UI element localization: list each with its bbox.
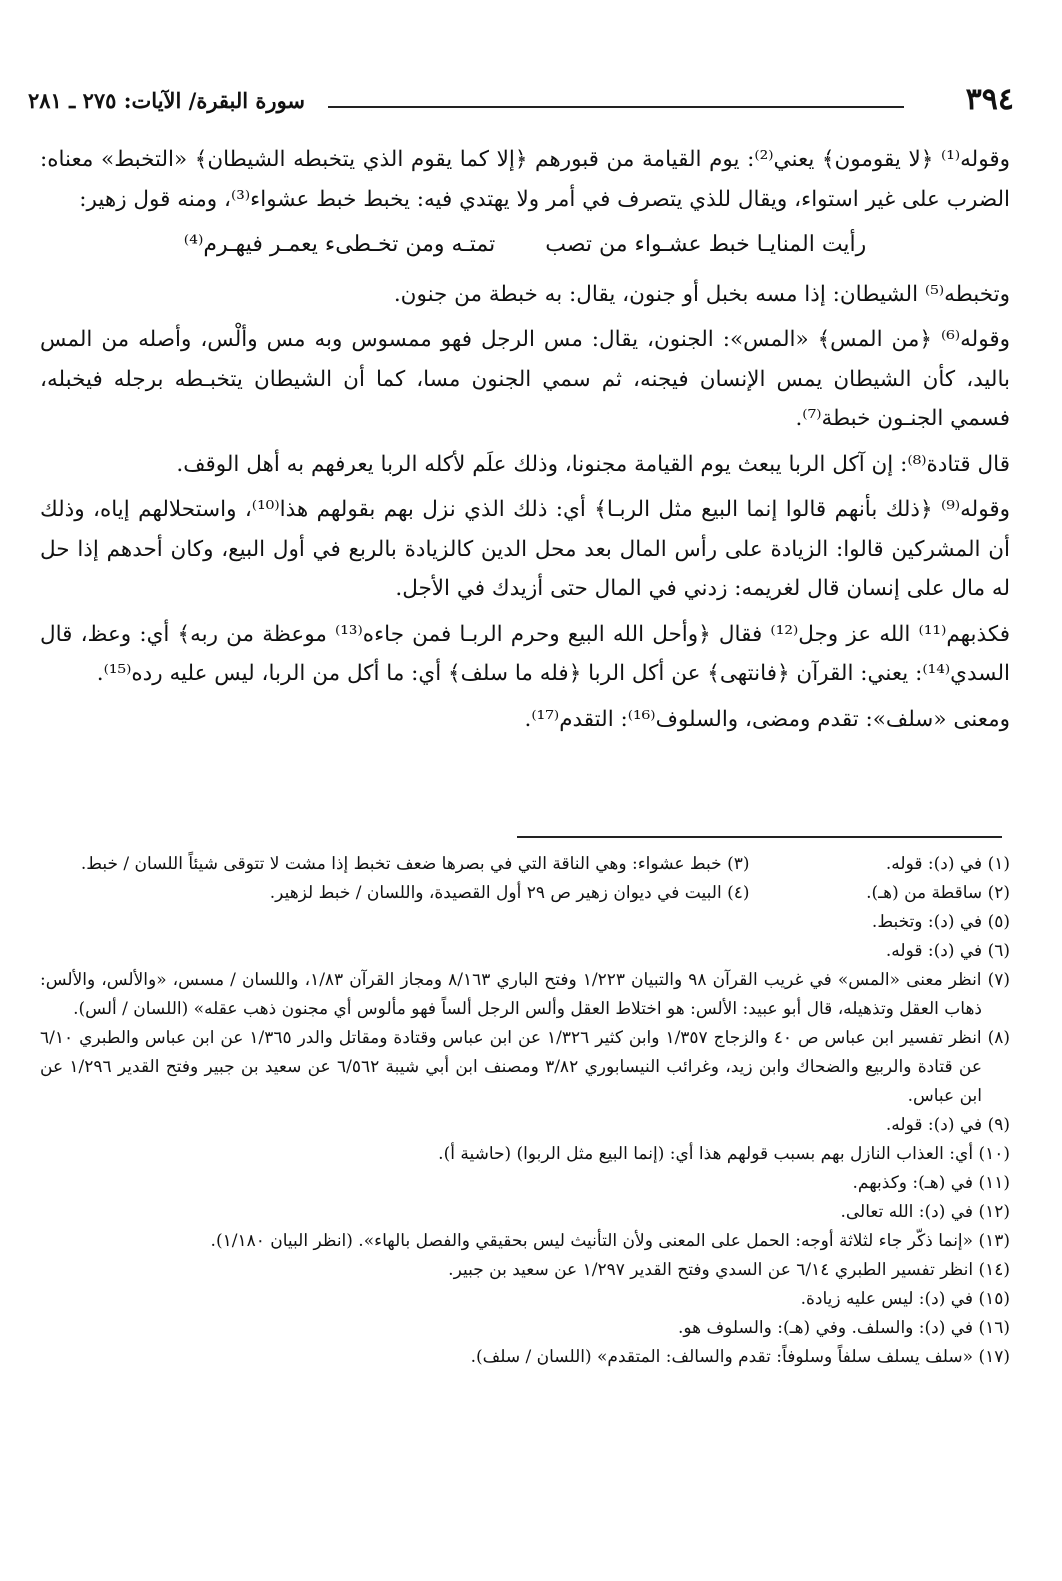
footnote-11: (١١) في (هـ): وكذبهم. <box>852 1173 1010 1193</box>
poetry-verse <box>40 225 1010 265</box>
footnote-2: (٢) ساقطة من (هـ). <box>866 883 1010 903</box>
footnotes <box>40 850 1010 1372</box>
verse-first-hemistich: رأيت المنايـا خبط عشـواء من تصب <box>545 232 867 257</box>
header-rule <box>328 106 904 108</box>
footnote-16: (١٦) في (د): والسلف. وفي (هـ): والسلوف هو. <box>677 1318 1010 1338</box>
paragraph-1: وقوله⁽¹⁾ ﴿لا يقومون﴾ يعني⁽²⁾: يوم القيامة من قبورهم ﴿إلا كما يقوم الذي يتخبطه الشيطان﴾ «التخبط» معناه: الضرب على غير استواء، ويقال للذي يتصرف في أمر ولا يهتدي فيه: يخبط خبط عشواء⁽³⁾، ومنه قول زهير: <box>40 147 1011 212</box>
footnote-1: (١) في (د): قوله. <box>885 854 1010 874</box>
page-number: ٣٩٤ <box>965 82 1014 117</box>
footnote-13: (١٣) «إنما ذكّر جاء لثلاثة أوجه: الحمل على المعنى ولأن التأنيث ليس بحقيقي والفصل بالهاء». (انظر البيان ١/١٨٠). <box>210 1231 1010 1251</box>
footnote-6: (٦) في (د): قوله. <box>885 941 1010 961</box>
paragraph-2: وتخبطه⁽⁵⁾ الشيطان: إذا مسه بخبل أو جنون، يقال: به خبطة من جنون. <box>393 281 1010 307</box>
page-header <box>28 82 1014 122</box>
footnote-12: (١٢) في (د): الله تعالى. <box>840 1202 1010 1222</box>
footnote-7: (٧) انظر معنى «المس» في غريب القرآن ٩٨ والتبيان ١/٢٢٣ وفتح الباري ٨/١٦٣ ومجاز القرآن ١/٨٣، واللسان / مسس، «والألس، والألس: ذهاب العقل وتذهيله، قال أبو عبيد: الألس: هو اختلاط العقل وألس الرجل ألساً فهو مألوس أي مجنون ذهب عقله» (اللسان / ألس). <box>40 970 1010 1019</box>
paragraph-6: فكذبهم⁽¹¹⁾ الله عز وجل⁽¹²⁾ فقال ﴿وأحل الله البيع وحرم الربـا فمن جاءه⁽¹³⁾ موعظة من ربه﴾ أي: وعظ، قال السدي⁽¹⁴⁾: يعني: القرآن ﴿فانتهى﴾ عن أكل الربا ﴿فله ما سلف﴾ أي: ما أكل من الربا، ليس عليه رده⁽¹⁵⁾. <box>40 621 1010 686</box>
footnote-column <box>40 850 750 908</box>
footnote-3: (٣) خبط عشواء: وهي الناقة التي في بصرها ضعف تخبط إذا مشت لا تتوقى شيئاً اللسان / خبط. <box>80 854 750 874</box>
footnote-10: (١٠) أي: العذاب النازل بهم بسبب قولهم هذا أي: (إنما البيع مثل الربوا) (حاشية أ). <box>438 1144 1010 1164</box>
paragraph-4: قال قتادة⁽⁸⁾: إن آكل الربا يبعث يوم القيامة مجنونا، وذلك علَم لأكله الربا يعرفهم به أهل الوقف. <box>176 451 1010 477</box>
main-text <box>40 140 1010 745</box>
running-title: سورة البقرة/ الآيات: ٢٧٥ ـ ٢٨١ <box>28 88 306 113</box>
footnote-column <box>774 850 1011 908</box>
footnote-separator <box>517 836 1002 838</box>
footnote-row <box>40 850 1010 908</box>
paragraph-3: وقوله⁽⁶⁾ ﴿من المس﴾ «المس»: الجنون، يقال: مس الرجل فهو ممسوس وبه مس وألْس، وأصله من المس باليد، كأن الشيطان يمس الإنسان فيجنه، ثم سمي الجنون مسا، كما أن الشيطان يتخبـطه برجله فيخبله، فسمي الجنـون خبطة⁽⁷⁾. <box>40 327 1010 431</box>
paragraph-7: ومعنى «سلف»: تقدم ومضى، والسلوف⁽¹⁶⁾: التقدم⁽¹⁷⁾. <box>524 706 1010 732</box>
footnote-9: (٩) في (د): قوله. <box>885 1115 1010 1135</box>
footnote-15: (١٥) في (د): ليس عليه زيادة. <box>800 1289 1010 1309</box>
footnote-17: (١٧) «سلف يسلف سلفاً وسلوفاً: تقدم والسالف: المتقدم» (اللسان / سلف). <box>470 1347 1010 1367</box>
footnote-4: (٤) البيت في ديوان زهير ص ٢٩ أول القصيدة، واللسان / خبط لزهير. <box>269 883 750 903</box>
footnote-14: (١٤) انظر تفسير الطبري ٦/١٤ عن السدي وفتح القدير ١/٢٩٧ عن سعيد بن جبير. <box>448 1260 1010 1280</box>
verse-second-hemistich: تمتـه ومن تخـطىء يعمـر فيهـرم⁽⁴⁾ <box>183 232 496 257</box>
footnote-8: (٨) انظر تفسير ابن عباس ص ٤٠ والزجاج ١/٣٥٧ وابن كثير ١/٣٢٦ عن ابن عباس وقتادة ومقاتل والدر ١/٣٦٥ عن ابن عباس والطبري ٦/١٠ عن قتادة والربيع والضحاك وابن زيد، وغرائب النيسابوري ٣/٨٢ ومصنف ابن أبي شيبة ٦/٥٦٢ عن سعيد بن جبير وفتح القدير ١/٢٩٦ عن ابن عباس. <box>40 1028 1011 1106</box>
footnote-5: (٥) في (د): وتخبط. <box>871 912 1010 932</box>
paragraph-5: وقوله⁽⁹⁾ ﴿ذلك بأنهم قالوا إنما البيع مثل الربـا﴾ أي: ذلك الذي نزل بهم بقولهم هذا⁽¹⁰⁾، واستحلالهم إياه، وذلك أن المشركين قالوا: الزيادة على رأس المال بعد محل الدين كالزيادة بالربع في أول البيع، وكان أحدهم إذا حل له مال على إنسان قال لغريمه: زدني في المال حتى أزيدك في الأجل. <box>40 497 1010 601</box>
